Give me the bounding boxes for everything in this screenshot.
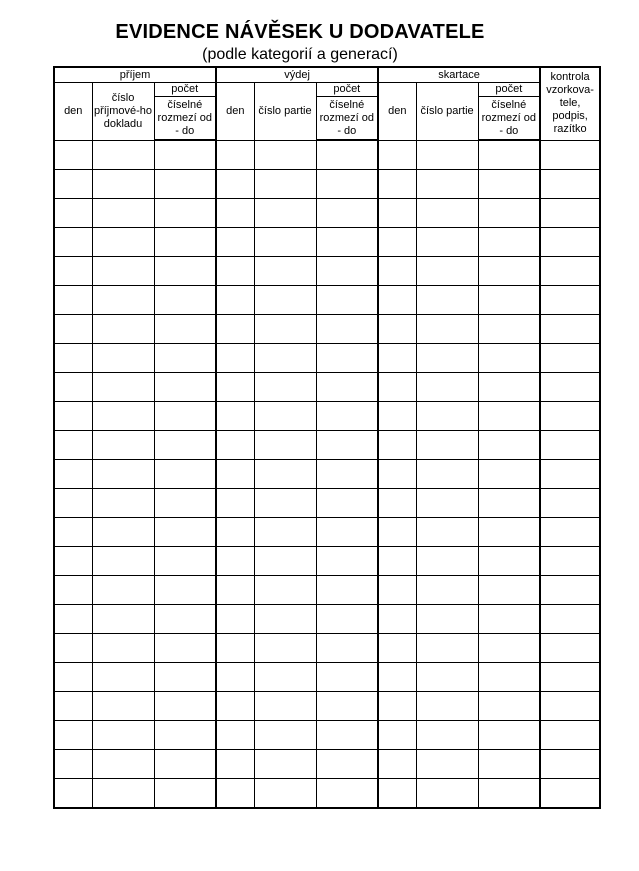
table-cell[interactable]	[254, 373, 316, 402]
table-cell[interactable]	[54, 315, 92, 344]
table-cell[interactable]	[254, 721, 316, 750]
table-cell[interactable]	[316, 605, 378, 634]
table-cell[interactable]	[92, 373, 154, 402]
group-header-skartace: skartace	[378, 67, 540, 83]
table-cell[interactable]	[378, 344, 416, 373]
table-cell[interactable]	[216, 576, 254, 605]
table-cell[interactable]	[478, 547, 540, 576]
table-row	[54, 779, 600, 809]
table-cell[interactable]	[478, 373, 540, 402]
table-row	[54, 140, 600, 170]
table-cell[interactable]	[378, 170, 416, 199]
table-cell[interactable]	[316, 199, 378, 228]
table-cell[interactable]	[416, 634, 478, 663]
table-cell[interactable]	[478, 140, 540, 170]
column-header-prijem-pocet: počet	[154, 83, 216, 97]
table-cell[interactable]	[540, 257, 600, 286]
table-cell[interactable]	[540, 373, 600, 402]
table-cell[interactable]	[154, 692, 216, 721]
table-cell[interactable]	[378, 228, 416, 257]
table-cell[interactable]	[540, 344, 600, 373]
table-cell[interactable]	[478, 344, 540, 373]
table-row	[54, 518, 600, 547]
table-cell[interactable]	[154, 373, 216, 402]
table-cell[interactable]	[316, 257, 378, 286]
table-cell[interactable]	[154, 518, 216, 547]
table-cell[interactable]	[478, 402, 540, 431]
table-cell[interactable]	[92, 518, 154, 547]
column-header-vydej-pocet: počet	[316, 83, 378, 97]
table-row	[54, 605, 600, 634]
table-cell[interactable]	[216, 489, 254, 518]
table-cell[interactable]	[216, 170, 254, 199]
table-cell[interactable]	[254, 663, 316, 692]
table-cell[interactable]	[378, 140, 416, 170]
form-title: EVIDENCE NÁVĚSEK U DODAVATELE	[115, 21, 485, 43]
table-cell[interactable]	[54, 489, 92, 518]
table-cell[interactable]	[254, 315, 316, 344]
table-cell[interactable]	[216, 315, 254, 344]
column-header-vydej-den: den	[216, 83, 254, 141]
table-cell[interactable]	[416, 779, 478, 809]
table-cell[interactable]	[154, 460, 216, 489]
table-cell[interactable]	[478, 518, 540, 547]
table-row	[54, 547, 600, 576]
table-cell[interactable]	[540, 547, 600, 576]
column-header-kontrola: kontrola vzorkova-tele, podpis, razítko	[540, 67, 600, 140]
table-cell[interactable]	[316, 140, 378, 170]
table-cell[interactable]	[92, 228, 154, 257]
table-row	[54, 257, 600, 286]
table-cell[interactable]	[54, 547, 92, 576]
table-cell[interactable]	[378, 489, 416, 518]
table-cell[interactable]	[416, 140, 478, 170]
table-cell[interactable]	[378, 779, 416, 809]
table-cell[interactable]	[540, 228, 600, 257]
table-cell[interactable]	[216, 140, 254, 170]
table-cell[interactable]	[54, 199, 92, 228]
table-cell[interactable]	[154, 286, 216, 315]
table-cell[interactable]	[416, 344, 478, 373]
table-cell[interactable]	[540, 489, 600, 518]
table-cell[interactable]	[92, 170, 154, 199]
table-cell[interactable]	[154, 170, 216, 199]
table-cell[interactable]	[92, 692, 154, 721]
table-cell[interactable]	[540, 605, 600, 634]
table-cell[interactable]	[154, 431, 216, 460]
table-cell[interactable]	[416, 286, 478, 315]
table-cell[interactable]	[92, 634, 154, 663]
table-cell[interactable]	[216, 286, 254, 315]
table-cell[interactable]	[216, 431, 254, 460]
column-header-vydej-cislo-partie: číslo partie	[254, 83, 316, 141]
table-cell[interactable]	[416, 228, 478, 257]
table-cell[interactable]	[154, 605, 216, 634]
table-cell[interactable]	[316, 750, 378, 779]
table-cell[interactable]	[540, 634, 600, 663]
table-cell[interactable]	[254, 257, 316, 286]
table-cell[interactable]	[54, 692, 92, 721]
table-cell[interactable]	[54, 576, 92, 605]
table-cell[interactable]	[416, 199, 478, 228]
table-cell[interactable]	[378, 634, 416, 663]
table-cell[interactable]	[478, 692, 540, 721]
table-cell[interactable]	[154, 228, 216, 257]
column-header-skartace-cislo-partie: číslo partie	[416, 83, 478, 141]
table-cell[interactable]	[378, 373, 416, 402]
table-cell[interactable]	[154, 721, 216, 750]
table-cell[interactable]	[154, 750, 216, 779]
column-header-skartace-rozmezi: číselné rozmezí od - do	[478, 97, 540, 141]
column-header-skartace-pocet: počet	[478, 83, 540, 97]
column-header-skartace-den: den	[378, 83, 416, 141]
table-cell[interactable]	[154, 779, 216, 809]
table-cell[interactable]	[92, 140, 154, 170]
evidence-table	[53, 66, 601, 809]
table-cell[interactable]	[216, 547, 254, 576]
column-header-prijem-den: den	[54, 83, 92, 141]
table-cell[interactable]	[478, 750, 540, 779]
table-cell[interactable]	[316, 228, 378, 257]
table-cell[interactable]	[540, 663, 600, 692]
table-cell[interactable]	[92, 779, 154, 809]
table-cell[interactable]	[416, 547, 478, 576]
table-cell[interactable]	[154, 315, 216, 344]
table-cell[interactable]	[540, 576, 600, 605]
table-cell[interactable]	[540, 460, 600, 489]
group-header-vydej: výdej	[216, 67, 378, 83]
table-cell[interactable]	[416, 489, 478, 518]
table-cell[interactable]	[416, 663, 478, 692]
table-cell[interactable]	[54, 721, 92, 750]
table-row	[54, 228, 600, 257]
group-header-prijem: příjem	[54, 67, 216, 83]
table-cell[interactable]	[378, 750, 416, 779]
table-cell[interactable]	[154, 344, 216, 373]
table-cell[interactable]	[540, 315, 600, 344]
table-cell[interactable]	[378, 257, 416, 286]
table-cell[interactable]	[316, 518, 378, 547]
table-cell[interactable]	[478, 286, 540, 315]
table-cell[interactable]	[378, 692, 416, 721]
table-cell[interactable]	[92, 431, 154, 460]
table-cell[interactable]	[416, 750, 478, 779]
table-cell[interactable]	[316, 692, 378, 721]
table-cell[interactable]	[416, 315, 478, 344]
table-cell[interactable]	[254, 431, 316, 460]
table-cell[interactable]	[254, 605, 316, 634]
table-row	[54, 721, 600, 750]
table-cell[interactable]	[216, 779, 254, 809]
table-cell[interactable]	[540, 170, 600, 199]
table-cell[interactable]	[92, 605, 154, 634]
table-cell[interactable]	[316, 721, 378, 750]
table-body	[54, 140, 600, 808]
table-cell[interactable]	[92, 286, 154, 315]
table-cell[interactable]	[154, 489, 216, 518]
table-cell[interactable]	[416, 257, 478, 286]
table-cell[interactable]	[316, 373, 378, 402]
table-cell[interactable]	[316, 286, 378, 315]
table-row	[54, 170, 600, 199]
table-cell[interactable]	[216, 663, 254, 692]
table-row	[54, 634, 600, 663]
table-cell[interactable]	[540, 140, 600, 170]
table-cell[interactable]	[540, 779, 600, 809]
table-cell[interactable]	[316, 489, 378, 518]
table-cell[interactable]	[416, 721, 478, 750]
table-cell[interactable]	[254, 344, 316, 373]
table-cell[interactable]	[54, 140, 92, 170]
table-row	[54, 431, 600, 460]
table-cell[interactable]	[540, 721, 600, 750]
table-cell[interactable]	[92, 344, 154, 373]
table-cell[interactable]	[378, 663, 416, 692]
table-cell[interactable]	[254, 402, 316, 431]
table-cell[interactable]	[416, 431, 478, 460]
table-cell[interactable]	[378, 286, 416, 315]
table-row	[54, 663, 600, 692]
table-cell[interactable]	[316, 634, 378, 663]
table-cell[interactable]	[254, 750, 316, 779]
table-cell[interactable]	[254, 547, 316, 576]
table-row	[54, 199, 600, 228]
column-header-vydej-rozmezi: číselné rozmezí od - do	[316, 97, 378, 141]
table-cell[interactable]	[92, 663, 154, 692]
table-cell[interactable]	[540, 518, 600, 547]
table-cell[interactable]	[216, 518, 254, 547]
table-cell[interactable]	[54, 431, 92, 460]
table-cell[interactable]	[216, 373, 254, 402]
table-cell[interactable]	[378, 605, 416, 634]
table-row	[54, 315, 600, 344]
table-cell[interactable]	[254, 779, 316, 809]
table-cell[interactable]	[316, 576, 378, 605]
table-cell[interactable]	[378, 315, 416, 344]
table-cell[interactable]	[54, 634, 92, 663]
table-cell[interactable]	[540, 750, 600, 779]
table-cell[interactable]	[378, 721, 416, 750]
table-cell[interactable]	[216, 228, 254, 257]
table-cell[interactable]	[416, 576, 478, 605]
table-cell[interactable]	[92, 489, 154, 518]
table-cell[interactable]	[92, 750, 154, 779]
table-cell[interactable]	[92, 576, 154, 605]
table-cell[interactable]	[478, 779, 540, 809]
table-cell[interactable]	[378, 547, 416, 576]
table-cell[interactable]	[416, 518, 478, 547]
table-cell[interactable]	[316, 663, 378, 692]
table-cell[interactable]	[540, 402, 600, 431]
table-cell[interactable]	[540, 199, 600, 228]
table-cell[interactable]	[216, 750, 254, 779]
table-cell[interactable]	[478, 663, 540, 692]
table-row	[54, 286, 600, 315]
table-cell[interactable]	[92, 547, 154, 576]
table-cell[interactable]	[216, 721, 254, 750]
table-cell[interactable]	[478, 170, 540, 199]
form-subtitle: (podle kategorií a generací)	[202, 46, 398, 63]
table-cell[interactable]	[216, 199, 254, 228]
table-cell[interactable]	[316, 431, 378, 460]
table-cell[interactable]	[316, 402, 378, 431]
table-cell[interactable]	[378, 431, 416, 460]
table-cell[interactable]	[254, 634, 316, 663]
table-cell[interactable]	[54, 605, 92, 634]
table-cell[interactable]	[254, 518, 316, 547]
table-cell[interactable]	[54, 373, 92, 402]
table-cell[interactable]	[154, 663, 216, 692]
table-cell[interactable]	[216, 257, 254, 286]
table-cell[interactable]	[154, 257, 216, 286]
table-cell[interactable]	[316, 344, 378, 373]
table-cell[interactable]	[92, 460, 154, 489]
table-row	[54, 344, 600, 373]
table-cell[interactable]	[478, 634, 540, 663]
table-cell[interactable]	[54, 170, 92, 199]
table-cell[interactable]	[154, 199, 216, 228]
table-cell[interactable]	[92, 257, 154, 286]
table-cell[interactable]	[54, 402, 92, 431]
table-cell[interactable]	[416, 402, 478, 431]
table-cell[interactable]	[416, 692, 478, 721]
table-cell[interactable]	[254, 170, 316, 199]
table-cell[interactable]	[92, 721, 154, 750]
table-cell[interactable]	[254, 576, 316, 605]
table-cell[interactable]	[478, 576, 540, 605]
table-cell[interactable]	[254, 460, 316, 489]
table-cell[interactable]	[254, 140, 316, 170]
table-cell[interactable]	[478, 605, 540, 634]
table-cell[interactable]	[54, 460, 92, 489]
table-cell[interactable]	[216, 605, 254, 634]
table-cell[interactable]	[254, 489, 316, 518]
table-cell[interactable]	[316, 460, 378, 489]
table-row	[54, 373, 600, 402]
table-cell[interactable]	[478, 228, 540, 257]
table-row	[54, 402, 600, 431]
table-cell[interactable]	[478, 315, 540, 344]
table-cell[interactable]	[254, 199, 316, 228]
table-row	[54, 692, 600, 721]
table-cell[interactable]	[378, 576, 416, 605]
column-header-prijem-rozmezi: číselné rozmezí od - do	[154, 97, 216, 141]
table-cell[interactable]	[54, 257, 92, 286]
table-cell[interactable]	[378, 460, 416, 489]
table-cell[interactable]	[378, 518, 416, 547]
table-cell[interactable]	[216, 692, 254, 721]
table-row	[54, 750, 600, 779]
table-cell[interactable]	[378, 402, 416, 431]
table-cell[interactable]	[378, 199, 416, 228]
table-cell[interactable]	[154, 547, 216, 576]
table-cell[interactable]	[316, 315, 378, 344]
table-cell[interactable]	[416, 460, 478, 489]
table-cell[interactable]	[478, 431, 540, 460]
table-cell[interactable]	[154, 576, 216, 605]
table-cell[interactable]	[216, 344, 254, 373]
table-cell[interactable]	[540, 431, 600, 460]
table-cell[interactable]	[478, 460, 540, 489]
table-cell[interactable]	[54, 518, 92, 547]
table-row	[54, 576, 600, 605]
table-cell[interactable]	[416, 170, 478, 199]
table-cell[interactable]	[254, 286, 316, 315]
table-cell[interactable]	[154, 634, 216, 663]
table-cell[interactable]	[478, 489, 540, 518]
table-cell[interactable]	[540, 692, 600, 721]
table-cell[interactable]	[54, 286, 92, 315]
table-cell[interactable]	[54, 344, 92, 373]
table-row	[54, 489, 600, 518]
table-cell[interactable]	[54, 779, 92, 809]
table-cell[interactable]	[216, 634, 254, 663]
table-cell[interactable]	[154, 140, 216, 170]
table-cell[interactable]	[92, 199, 154, 228]
table-cell[interactable]	[216, 402, 254, 431]
table-cell[interactable]	[540, 286, 600, 315]
table-cell[interactable]	[316, 170, 378, 199]
table-cell[interactable]	[254, 692, 316, 721]
table-cell[interactable]	[416, 605, 478, 634]
table-cell[interactable]	[478, 721, 540, 750]
table-cell[interactable]	[154, 402, 216, 431]
table-cell[interactable]	[316, 779, 378, 809]
table-cell[interactable]	[54, 663, 92, 692]
table-cell[interactable]	[478, 257, 540, 286]
table-cell[interactable]	[54, 750, 92, 779]
table-cell[interactable]	[216, 460, 254, 489]
table-cell[interactable]	[92, 315, 154, 344]
table-row	[54, 460, 600, 489]
column-header-prijem-cislo-dokladu: číslo příjmové-ho dokladu	[92, 83, 154, 141]
table-cell[interactable]	[316, 547, 378, 576]
table-cell[interactable]	[92, 402, 154, 431]
table-cell[interactable]	[416, 373, 478, 402]
table-cell[interactable]	[254, 228, 316, 257]
table-cell[interactable]	[478, 199, 540, 228]
table-cell[interactable]	[54, 228, 92, 257]
